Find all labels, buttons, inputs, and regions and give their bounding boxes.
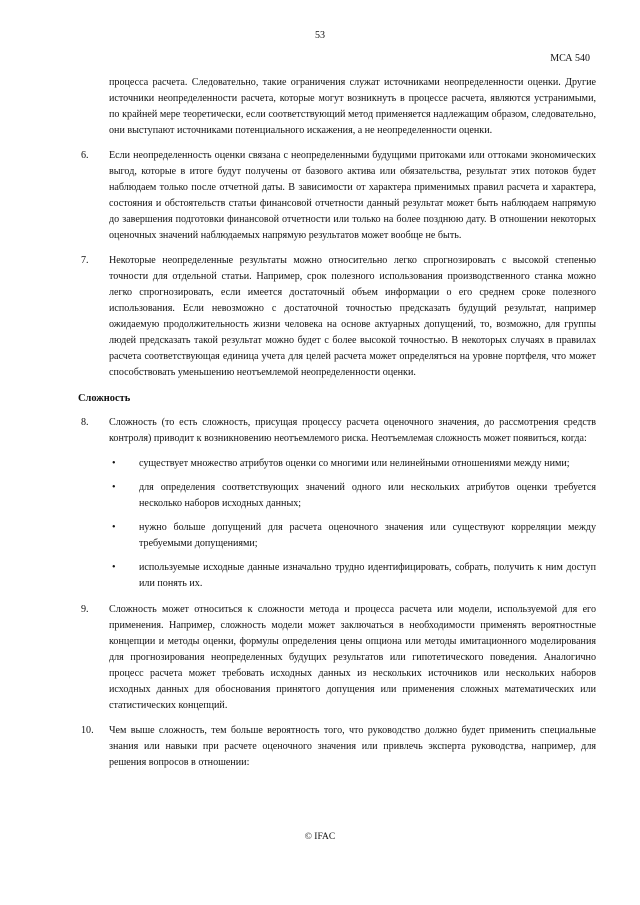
paragraph-number: 8. (81, 417, 89, 428)
bullet-icon: • (112, 458, 116, 469)
paragraph-text: Если неопределенность оценки связана с неопределенными будущими притоками или оттоками экономических выгод, которые в итоге будут получены от базового актива или обязательства, результат этих потоков будет наблюдаем только после отчетной даты. В зависимости от характера применимых правил расчета и характера, состояния и обстоятельств статьи финансовой отчетности данный результат может быть наблюдаем напрямую до завершения подготовки финансовой отчетности или только на более позднюю дату. В отношении некоторых оценочных значений наблюдаемых напрямую результатов может вообще не быть. (109, 150, 596, 241)
paragraph-8 (78, 415, 596, 447)
bullet-item (78, 520, 596, 552)
paragraph-6 (78, 148, 596, 244)
paragraph-7 (78, 253, 596, 381)
copyright-footer: © IFAC (304, 832, 336, 842)
paragraph-text: процесса расчета. Следовательно, такие ограничения служат источниками неопределенности оценки. Другие источники неопределенности расчета, которые могут возникнуть в процессе расчета, являются устранимыми, по крайней мере теоретически, если соответствующий метод применяется надлежащим образом, следовательно, они выступают источниками потенциального искажения, а не неопределенности оценки. (109, 77, 596, 136)
bullet-icon: • (112, 482, 116, 493)
paragraph-number: 6. (81, 150, 89, 161)
paragraph-text: Сложность может относиться к сложности метода и процесса расчета или модели, используемой для его применения. Например, сложность модели может заключаться в необходимости применять вероятностные концепции и методы оценки, формулы определения цены опциона или методы имитационного моделирования для прогнозирования неопределенных будущих результатов или гипотетического поведения. Аналогично процесс расчета может требовать исходных данных из нескольких источников или нескольких наборов исходных данных для обоснования принятого допущения или применения сложных математических или статистических концепций. (109, 604, 596, 711)
bullet-text: для определения соответствующих значений одного или нескольких атрибутов оценки требуется несколько наборов исходных данных; (139, 482, 596, 509)
paragraph-10 (78, 723, 596, 771)
paragraph-text: Некоторые неопределенные результаты можно относительно легко спрогнозировать с высокой степенью точности для отдельной статьи. Например, срок полезного использования производственного станка можно легко спрогнозировать, если имеется достаточный объем информации о его среднем сроке полезного использования. Если невозможно с достаточной точностью предсказать будущий результат, например ожидаемую продолжительность жизни человека на основе актуарных допущений, то, возможно, для группы людей предсказать такой результат можно будет с более высокой точностью. В некоторых случаях в правилах расчета соответствующая единица учета для целей расчета может определяться на уровне портфеля, что может способствовать уменьшению неотъемлемой неопределенности оценки. (109, 255, 596, 378)
bullet-icon: • (112, 562, 116, 573)
bullet-item (78, 456, 596, 472)
bullet-text: существует множество атрибутов оценки со многими или нелинейными отношениями между ними; (139, 458, 570, 469)
paragraph-9 (78, 602, 596, 714)
document-body (78, 75, 596, 780)
paragraph-number: 9. (81, 604, 89, 615)
bullet-item (78, 560, 596, 592)
bullet-text: нужно больше допущений для расчета оценочного значения или существуют корреляции между требуемыми допущениями; (139, 522, 596, 549)
paragraph-number: 10. (81, 725, 94, 736)
paragraph-text: Чем выше сложность, тем больше вероятность того, что руководство должно будет применить специальные знания или навыки при расчете оценочного значения или привлечь эксперта руководства, например, для решения вопросов в отношении: (109, 725, 596, 768)
section-heading: Сложность (78, 393, 131, 404)
bullet-text: используемые исходные данные изначально трудно идентифицировать, собрать, получить к ним доступ или понять их. (139, 562, 596, 589)
paragraph-number: 7. (81, 255, 89, 266)
standard-code: МСА 540 (550, 53, 590, 64)
page-number: 53 (315, 30, 325, 41)
bullet-item (78, 480, 596, 512)
bullet-icon: • (112, 522, 116, 533)
paragraph-text: Сложность (то есть сложность, присущая процессу расчета оценочного значения, до рассмотрения средств контроля) приводит к возникновению неотъемлемого риска. Неотъемлемая сложность может появиться, когда: (109, 417, 596, 444)
paragraph-continued (78, 75, 596, 139)
